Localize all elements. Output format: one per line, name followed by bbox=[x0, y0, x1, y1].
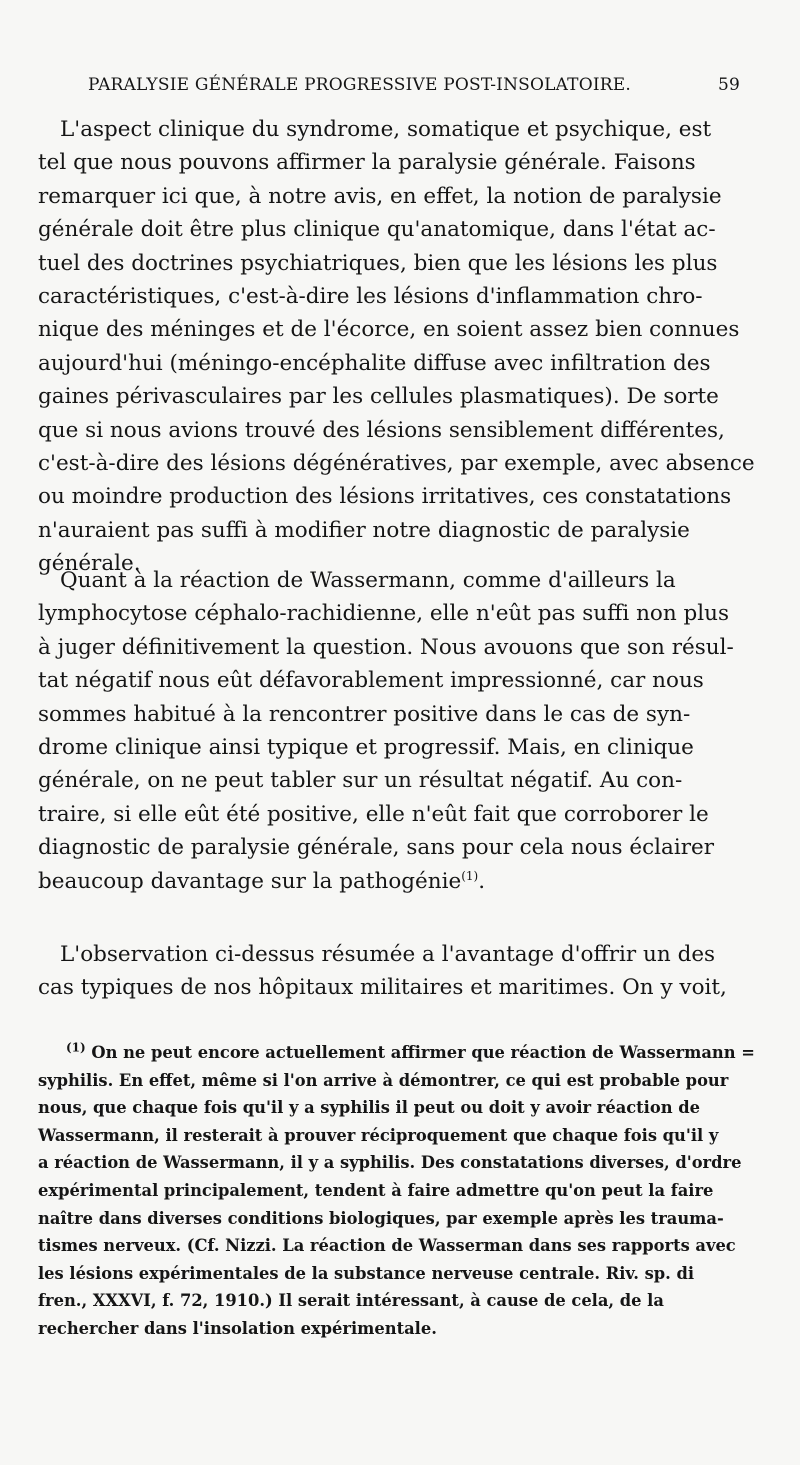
text-line: aujourd'hui (méningo-encéphalite diffuse avec infiltration des bbox=[38, 350, 711, 376]
text-line: n'auraient pas suffi à modifier notre diagnostic de paralysie bbox=[38, 517, 690, 543]
footnote-line: expérimental principalement, tendent à faire admettre qu'on peut la faire bbox=[38, 1180, 714, 1200]
text-line: générale, on ne peut tabler sur un résultat négatif. Au con- bbox=[38, 768, 683, 794]
footnote-line-text: On ne peut encore actuellement affirmer que réaction de Wassermann = bbox=[91, 1043, 755, 1062]
text-line-part: beaucoup davantage sur la pathogénie bbox=[38, 868, 462, 894]
paragraph-1 bbox=[38, 113, 758, 581]
paragraph-2 bbox=[38, 564, 758, 898]
text-line: drome clinique ainsi typique et progressif. Mais, en clinique bbox=[38, 735, 694, 761]
text-line: tuel des doctrines psychiatriques, bien que les lésions les plus bbox=[38, 250, 718, 276]
text-line: générale. bbox=[38, 551, 141, 577]
text-line: remarquer ici que, à notre avis, en effet, la notion de paralysie bbox=[38, 183, 722, 209]
footnote-reference: (1) bbox=[461, 868, 479, 883]
text-line: gaines périvasculaires par les cellules plasmatiques). De sorte bbox=[38, 384, 719, 410]
footnote-line: rechercher dans l'insolation expérimentale. bbox=[38, 1318, 437, 1338]
text-line: traire, si elle eût été positive, elle n'eût fait que corroborer le bbox=[38, 801, 709, 827]
text-line: c'est-à-dire des lésions dégénératives, par exemple, avec absence bbox=[38, 451, 755, 477]
text-line-end: . bbox=[478, 868, 486, 894]
text-line: à juger définitivement la question. Nous avouons que son résul- bbox=[38, 634, 734, 660]
text-line: tat négatif nous eût défavorablement impressionné, car nous bbox=[38, 668, 704, 694]
text-line: nique des méninges et de l'écorce, en soient assez bien connues bbox=[38, 317, 740, 343]
footnote-line: nous, que chaque fois qu'il y a syphilis il peut ou doit y avoir réaction de bbox=[38, 1098, 700, 1118]
text-line: caractéristiques, c'est-à-dire les lésions d'inflammation chro- bbox=[38, 284, 703, 310]
footnote-line: syphilis. En effet, même si l'on arrive à démontrer, ce qui est probable pour bbox=[38, 1070, 729, 1090]
text-line: générale doit être plus clinique qu'anatomique, dans l'état ac- bbox=[38, 217, 716, 243]
footnote-line: a réaction de Wassermann, il y a syphilis. Des constatations diverses, d'ordre bbox=[38, 1153, 742, 1173]
footnote-line: naître dans diverses conditions biologiques, par exemple après les trauma- bbox=[38, 1208, 724, 1228]
footnote-line: Wassermann, il resterait à prouver réciproquement que chaque fois qu'il y bbox=[38, 1125, 719, 1145]
text-line: sommes habitué à la rencontrer positive dans le cas de syn- bbox=[38, 701, 691, 727]
running-header bbox=[88, 75, 740, 95]
text-line: cas typiques de nos hôpitaux militaires et maritimes. On y voit, bbox=[38, 975, 727, 1001]
footnote-line: fren., XXXVI, f. 72, 1910.) Il serait intéressant, à cause de cela, de la bbox=[38, 1291, 664, 1311]
text-line: L'aspect clinique du syndrome, somatique et psychique, est bbox=[60, 117, 712, 142]
footnote-line bbox=[38, 1039, 758, 1067]
text-line: L'observation ci-dessus résumée a l'avantage d'offrir un des bbox=[60, 942, 716, 967]
footnote-line: les lésions expérimentales de la substance nerveuse centrale. Riv. sp. di bbox=[38, 1263, 695, 1283]
text-line: diagnostic de paralysie générale, sans pour cela nous éclairer bbox=[38, 835, 714, 861]
text-line: lymphocytose céphalo-rachidienne, elle n'eût pas suffi non plus bbox=[38, 601, 730, 627]
footnote bbox=[38, 1039, 758, 1343]
text-line: tel que nous pouvons affirmer la paralysie générale. Faisons bbox=[38, 150, 696, 176]
text-line: ou moindre production des lésions irritatives, ces constatations bbox=[38, 484, 732, 510]
paragraph-3 bbox=[38, 938, 758, 1005]
footnote-marker: (1) bbox=[66, 1040, 86, 1055]
footnote-line: tismes nerveux. (Cf. Nizzi. La réaction de Wasserman dans ses rapports avec bbox=[38, 1236, 736, 1256]
text-line bbox=[38, 865, 758, 898]
text-line: que si nous avions trouvé des lésions sensiblement différentes, bbox=[38, 417, 725, 443]
running-title: PARALYSIE GÉNÉRALE PROGRESSIVE POST-INSOLATOIRE. bbox=[88, 75, 631, 95]
page-number: 59 bbox=[717, 75, 740, 95]
text-line: Quant à la réaction de Wassermann, comme d'ailleurs la bbox=[60, 568, 676, 593]
